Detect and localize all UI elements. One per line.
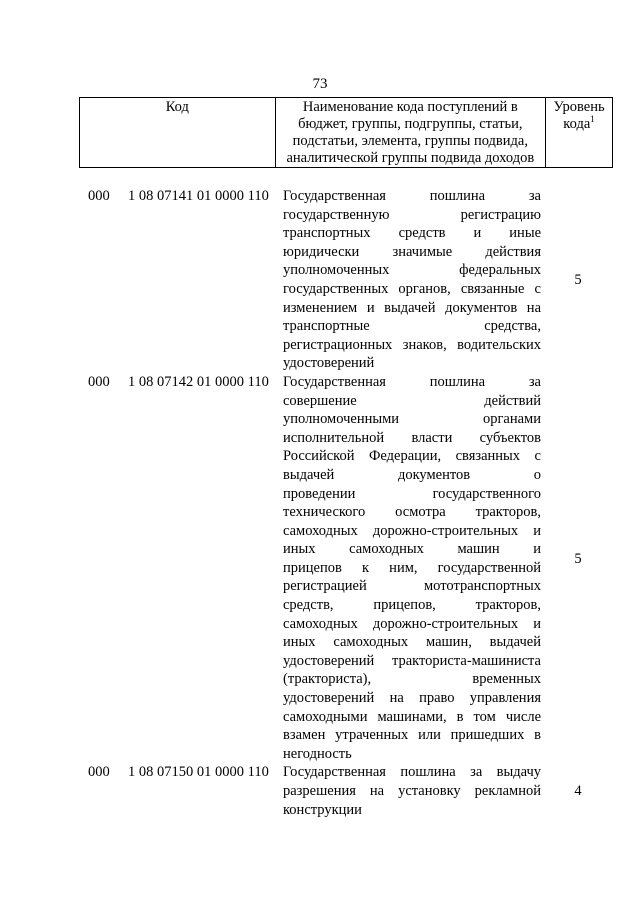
row-name-line: взамен утраченных или пришедших в [283,727,541,744]
row-name-line: транспортных средств и иные [283,225,541,242]
footnote-marker: 1 [590,114,595,124]
row-name-line: Государственная пошлина за [283,373,541,390]
table-row [0,187,640,373]
row-prefix: 000 [88,373,110,390]
header-name-line: подстатьи, элемента, группы подвида, [292,133,528,149]
header-name-line: аналитической группы подвида доходов [286,150,535,166]
row-name-line: иных самоходных машин, выдачей [283,634,541,651]
row-code: 1 08 07142 01 0000 110 [128,373,269,390]
row-level: 5 [574,271,582,288]
row-name-line: удостоверений тракториста-машиниста [283,652,541,669]
row-name [283,763,541,819]
row-name-line: самоходных дорожно-строительных и [283,615,541,632]
row-name-line: государственных органов, связанные с [283,280,541,297]
row-name-line: негодность [283,745,352,762]
row-name-line: Государственная пошлина за выдачу [283,764,541,781]
row-level: 4 [574,783,582,799]
row-name-line: регистрацией мототранспортных [283,578,541,595]
row-name-line: Российской Федерации, связанных с [283,448,541,465]
row-name-line: самоходными машинами, в том числе [283,708,541,725]
row-prefix: 000 [88,764,110,781]
header-name-line: бюджет, группы, подгруппы, статьи, [298,116,523,132]
row-name-line: иных самоходных машин и [283,541,541,558]
row-code: 1 08 07150 01 0000 110 [128,764,269,781]
row-name-line: выдачей документов о [283,466,541,483]
header-row [80,98,613,168]
row-name-line: изменением и выдачей документов на [283,299,541,316]
row-name-line: транспортные средства, [283,318,541,335]
page-number: 73 [312,76,328,92]
header-level [546,98,613,168]
row-name-line: прицепов к ним, государственной [283,559,541,576]
row-name-line: юридически значимые действия [283,243,541,260]
row-name-line: технического осмотра тракторов, [283,504,541,521]
header-level-line2 [549,116,609,133]
row-name-line: исполнительной власти субъектов [283,429,541,446]
row-name [283,187,541,373]
row-prefix: 000 [88,188,110,204]
row-name-line: средств, прицепов, тракторов, [283,597,541,614]
header-name-line: Наименование кода поступлений в [302,99,518,115]
table-header [79,97,613,168]
table-body [0,187,640,819]
row-name-line: разрешения на установку рекламной [283,783,541,799]
row-name-line: удостоверений на право управления [283,690,541,707]
header-code: Код [80,98,276,168]
row-code: 1 08 07141 01 0000 110 [128,188,269,204]
row-name-line: удостоверений [283,355,375,372]
row-name-line: (тракториста), временных [283,671,541,688]
table-row [0,373,640,763]
row-name-line: Государственная пошлина за [283,188,541,204]
row-level: 5 [574,550,582,567]
header-level-line1: Уровень [553,99,605,115]
row-name-line: государственную регистрацию [283,206,541,223]
row-name-line: самоходных дорожно-строительных и [283,522,541,539]
row-name-line: совершение действий [283,392,541,409]
table-row [0,763,640,819]
row-name [283,373,541,763]
header-level-text: кода [563,116,591,132]
row-name-line: конструкции [283,801,362,818]
row-name-line: уполномоченными органами [283,411,541,428]
row-name-line: уполномоченных федеральных [283,262,541,279]
row-name-line: проведении государственного [283,485,541,502]
header-name [275,98,546,168]
row-name-line: регистрационных знаков, водительских [283,336,541,353]
